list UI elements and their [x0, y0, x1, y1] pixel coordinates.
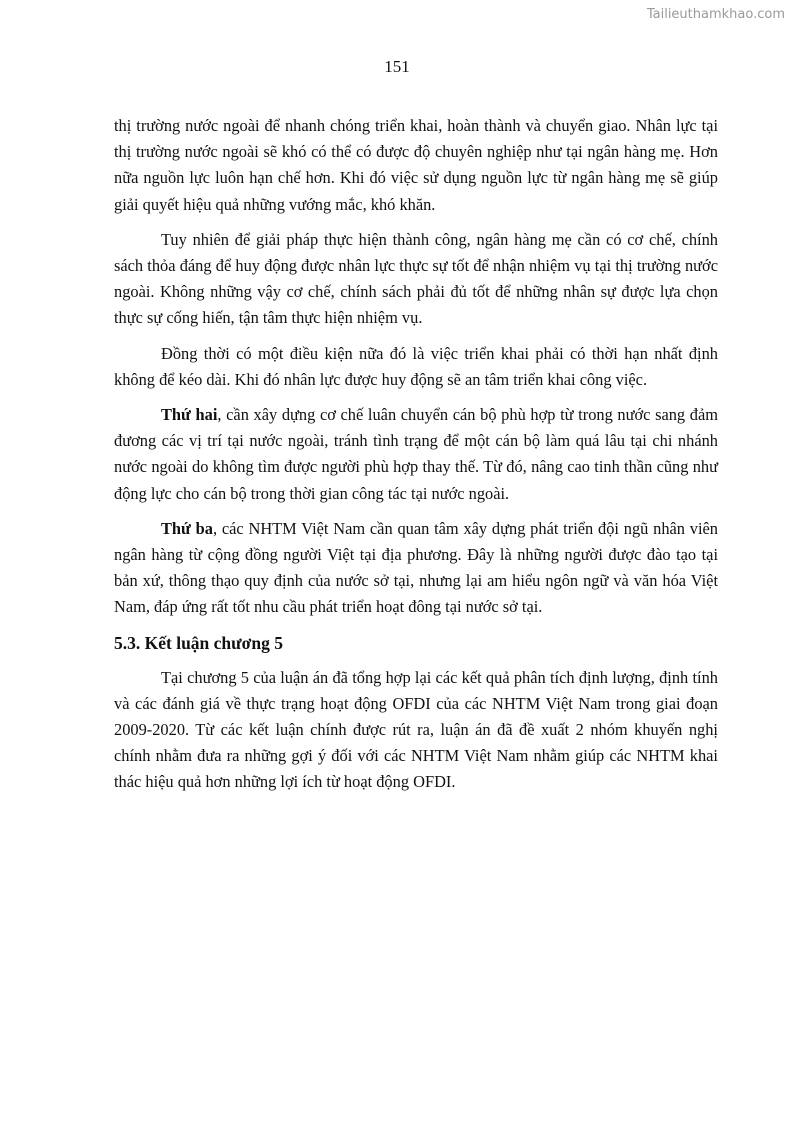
paragraph [114, 516, 718, 621]
paragraph-lead-bold: Thứ hai [161, 405, 218, 425]
paragraph: Đồng thời có một điều kiện nữa đó là việc triển khai phải có thời hạn nhất định không để kéo dài. Khi đó nhân lực được huy động sẽ an tâm triển khai công việc. [114, 343, 718, 389]
watermark: Tailieuthamkhao.com [646, 7, 785, 22]
paragraph: Tuy nhiên để giải pháp thực hiện thành công, ngân hàng mẹ cần có cơ chế, chính sách thỏa đáng để huy động được nhân lực thực sự tốt để nhận nhiệm vụ tại thị trường nước ngoài. Không những vậy cơ chế, chính sách phải đủ tốt để những nhân sự được lựa chọn thực sự cống hiến, tận tâm thực hiện nhiệm vụ. [114, 229, 718, 328]
paragraph-text: , cần xây dựng cơ chế luân chuyển cán bộ phù hợp từ trong nước sang đảm đương các vị trí tại nước ngoài, tránh tình trạng để một cán bộ làm quá lâu tại chi nhánh nước ngoài do không tìm được người phù hợp thay thế. Từ đó, nâng cao tinh thần cũng như động lực cho cán bộ trong thời gian công tác tại nước ngoài. [114, 405, 718, 503]
paragraph-text: , các NHTM Việt Nam cần quan tâm xây dựng phát triển đội ngũ nhân viên ngân hàng từ cộng đồng người Việt tại địa phương. Đây là những người được đào tạo tại bản xứ, thông thạo quy định của nước sở tại, nhưng lại am hiểu ngôn ngữ và văn hóa Việt Nam, đáp ứng rất tốt nhu cầu phát triển hoạt đông tại nước sở tại. [114, 518, 718, 617]
paragraph-lead-bold: Thứ ba [161, 518, 213, 538]
page-number: 151 [384, 57, 410, 76]
document-body [114, 113, 718, 805]
paragraph: thị trường nước ngoài để nhanh chóng triển khai, hoàn thành và chuyển giao. Nhân lực tại thị trường nước ngoài sẽ khó có thể có được độ chuyên nghiệp như tại ngân hàng mẹ. Hơn nữa nguồn lực luôn hạn chế hơn. Khi đó việc sử dụng nguồn lực từ ngân hàng mẹ sẽ giúp giải quyết hiệu quả những vướng mắc, khó khăn. [114, 116, 718, 214]
paragraph [114, 402, 718, 507]
paragraph: Tại chương 5 của luận án đã tổng hợp lại các kết quả phân tích định lượng, định tính và các đánh giá về thực trạng hoạt động OFDI của các NHTM Việt Nam trong giai đoạn 2009-2020. Từ các kết luận chính được rút ra, luận án đã đề xuất 2 nhóm khuyến nghị chính nhằm đưa ra những gợi ý đối với các NHTM Việt Nam nhằm giúp các NHTM khai thác hiệu quả hơn những lợi ích từ hoạt động OFDI. [114, 667, 718, 792]
section-heading: 5.3. Kết luận chương 5 [114, 632, 283, 653]
